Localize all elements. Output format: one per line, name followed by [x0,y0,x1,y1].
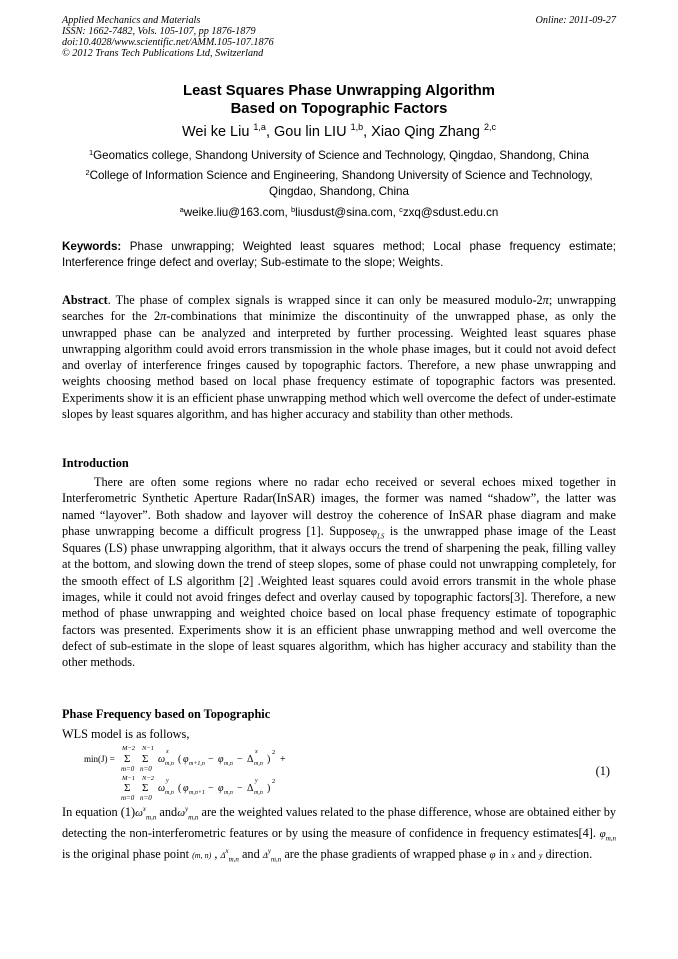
eq-upper: N−2 [142,775,154,782]
para-text: in [498,847,509,861]
author-sup: 2,c [484,122,497,132]
phi-symbol: φ [599,828,606,840]
eq-paren: ) [267,783,271,794]
para-text: are the phase gradients of wrapped phase [284,847,487,861]
para-text: and [241,847,260,861]
eq-sup: y [166,778,169,784]
delta-sub: m,n [270,855,282,864]
eq-sigma: Σ [124,782,131,794]
eq-phi: φ [183,783,189,794]
copyright-line: © 2012 Trans Tech Publications Ltd, Switzerland [62,48,264,59]
author-list: Wei ke Liu $^{1,a}$, Gou lin LIU $^{1,b}$, Xiao Qing Zhang $^{2,c}$ [181,122,497,140]
email-link[interactable]: weike.liu@163.com [183,206,285,219]
para-text: direction. [545,847,593,861]
author-sup: 1,b [350,122,364,132]
doi-line: doi:10.4028/www.scientific.net/AMM.105-107.1876 [62,37,274,48]
varphi-symbol: φ [489,849,496,861]
intro-text: is the unwrapped phase image of the Least Squares (LS) phase unwrapping algorithm, that it always occurs the trend of sharpening the peak, filling valley at the bottom, and slowing down the trend of steep slopes, some of phase could not unwrapping completely, for the smooth effect of LS algorithm [2] .Weighted least squares could avoid errors transmit in the whole phase images, while it could not avoid fringes defect and overlay caused by topographic factors[3]. Therefore, a new method of phase unwrapping and weighted choice based on local phase frequency estimate of topographic factors was presented. Experiments show it is an efficient phase unwrapping method and well overcome the defect of sub-estimate in the slope of least squares algorithm, which has higher accuracy and stability than the other methods. [62,523,616,670]
abstract-text: -combinations that minimize the discontinuity of the unwrapped phase, as only the unwrapped phase can be analyzed and interpreted by further processing. Weighted least squares phase unwrapping algorithm could avoid errors transmission in the whole phase images, but it could not avoid defect and overlay of interference fringes caused by topographic factors. Therefore, a new phase unwrapping and weights choosing method based on local phase frequency estimate of topographic factors was presented. Experiments show it is an efficient phase unwrapping method which well overcome the defect of under-estimate slopes by least squares algorithm, and has higher accuracy and stability than other methods. [62,309,616,422]
author-name: Xiao Qing Zhang [371,124,480,140]
eq-lhs: min(J) = [84,754,115,764]
email-sup: b [290,205,296,214]
keywords [62,239,616,271]
eq-lower: n=0 [140,765,152,773]
eq-sub: m,n [224,790,233,796]
para-text: , [214,847,218,861]
eq-upper: M−1 [122,775,136,782]
eq-op: + [280,754,286,765]
keywords-text: Phase unwrapping; Weighted least squares method; Local phase frequency estimate; Interference fringe defect and overlay; Sub-estimate to the slope; Weights. [62,240,616,269]
affiliation-2-line-2: Qingdao, Shandong, China [269,185,409,198]
email-link[interactable]: zxq@sdust.edu.cn [402,206,499,219]
eq-op: − [237,754,243,765]
eq-sup: y [255,778,258,784]
affiliation-2 [62,168,616,200]
introduction-heading: Introduction [62,456,129,470]
eq-sub: m,n [254,790,263,796]
para-text: and [159,805,178,819]
abstract-text: . The phase of complex signals is wrapped since it can only be measured modulo-2 [107,293,543,307]
point-notation: (m, n) [192,851,212,860]
equation-number: (1) [595,764,610,778]
journal-name: Applied Mechanics and Materials [62,15,201,26]
abstract [62,292,616,422]
delta-symbol: Δ [220,850,226,860]
eq-sub: m+1,n [189,761,205,767]
para-text: In equation (1) [62,805,136,819]
phase-section-heading: Phase Frequency based on Topographic [62,707,271,721]
delta-sup: y [267,846,271,855]
journal-header [62,15,616,59]
email-sup: c [399,205,403,214]
y-var: y [538,851,543,860]
intro-text: There are often some regions where no radar echo received or several echoes mixed together in Interferometric Synthetic Aperture Radar(InSAR) images, the former was named “shadow”, the latter was named “layover”. Both shadow and layover will destroy the coherence of InSAR phase diagram and make phase unwrapping become a difficult progress [1]. Suppose [62,475,616,538]
author-name: Wei ke Liu [181,124,250,140]
phi-sub: m,n [605,834,616,843]
pi-symbol: π [542,293,549,307]
phi-subscript: LS [377,532,385,541]
eq-op: − [237,783,243,794]
eq-upper: M−2 [122,745,136,752]
eq-paren: ( [178,754,182,765]
wls-intro: WLS model is as follows, [62,727,190,741]
affiliation-1-text: Geomatics college, Shandong University of Science and Technology, Qingdao, Shandong, China [93,149,589,162]
pi-symbol: π [160,309,167,324]
omega-sup: x [142,804,147,813]
eq-lower: n=0 [140,794,152,802]
abstract-label: Abstract [62,293,108,307]
para-text: and [518,847,536,861]
eq-sub: m,n [224,761,233,767]
omega-symbol: ω [177,807,185,819]
paper-title [62,83,616,118]
author-name: Gou lin LIU [274,124,347,140]
introduction-text [62,474,616,671]
para-text: is the original phase point [62,847,190,861]
omega-sub: m,n [188,813,199,822]
online-date: Online: 2011-09-27 [535,15,616,26]
eq-lower: m=0 [121,794,135,802]
eq-phi: φ [183,754,189,765]
title-line-2: Based on Topographic Factors [230,100,448,117]
omega-sup: y [184,804,189,813]
eq-sigma: Σ [124,753,131,765]
affiliation-2-sup: 2 [85,168,90,177]
eq-omega: ω [158,754,166,765]
eq-sub: m,n [254,761,263,767]
eq-phi: φ [218,783,224,794]
delta-sub: m,n [228,855,239,864]
abstract-text: ; unwrapping searches for the 2 [62,293,617,324]
eq-sub: m,n+1 [189,790,205,796]
author-sup: 1,a [253,122,266,132]
eq-upper: N−1 [142,745,154,752]
eq-sub: m,n [165,761,174,767]
eq-delta: Δ [247,783,254,794]
phi-symbol: φ [370,525,377,538]
eq-sigma: Σ [142,753,149,765]
affiliation-1 [62,148,616,164]
delta-sup: x [225,846,229,855]
eq-delta: Δ [247,754,254,765]
eq-omega: ω [158,783,166,794]
email-sup: a [179,205,184,214]
affiliation-2-line-1: College of Information Science and Engineering, Shandong University of Science and Technology, [89,169,593,182]
eq-paren: ( [178,783,182,794]
eq-lower: m=0 [121,765,135,773]
omega-sub: m,n [146,813,157,822]
eq-paren: ) [267,754,271,765]
eq-op: − [208,783,214,794]
email-link[interactable]: liusdust@sina.com [295,206,393,219]
eq-sup: x [166,749,169,755]
equation-graphic [84,744,384,802]
eq-phi: φ [218,754,224,765]
email-list: $^a$weike.liu@163.com, $^b$liusdust@sina.com, $^c$zxq@sdust.edu.cn [179,205,499,219]
eq-sigma: Σ [142,782,149,794]
eq-square: 2 [272,749,276,756]
eq-sup: x [255,749,258,755]
affiliation-1-sup: 1 [88,148,94,157]
omega-symbol: ω [135,807,143,819]
eq-sub: m,n [165,790,174,796]
para-text: are the weighted values related to the phase difference, whose are obtained either by detecting the non-interferometric features or by using the measure of confidence in frequency estimates[4]. [62,805,616,840]
x-var: x [511,851,515,860]
equation-explanation [62,802,616,866]
delta-symbol: Δ [262,850,268,860]
eq-square: 2 [272,778,276,785]
issn-line: ISSN: 1662-7482, Vols. 105-107, pp 1876-1879 [62,26,256,37]
equation-1 [84,744,616,802]
eq-op: − [208,754,214,765]
title-line-1: Least Squares Phase Unwrapping Algorithm [183,83,495,99]
keywords-label: Keywords: [62,240,122,253]
